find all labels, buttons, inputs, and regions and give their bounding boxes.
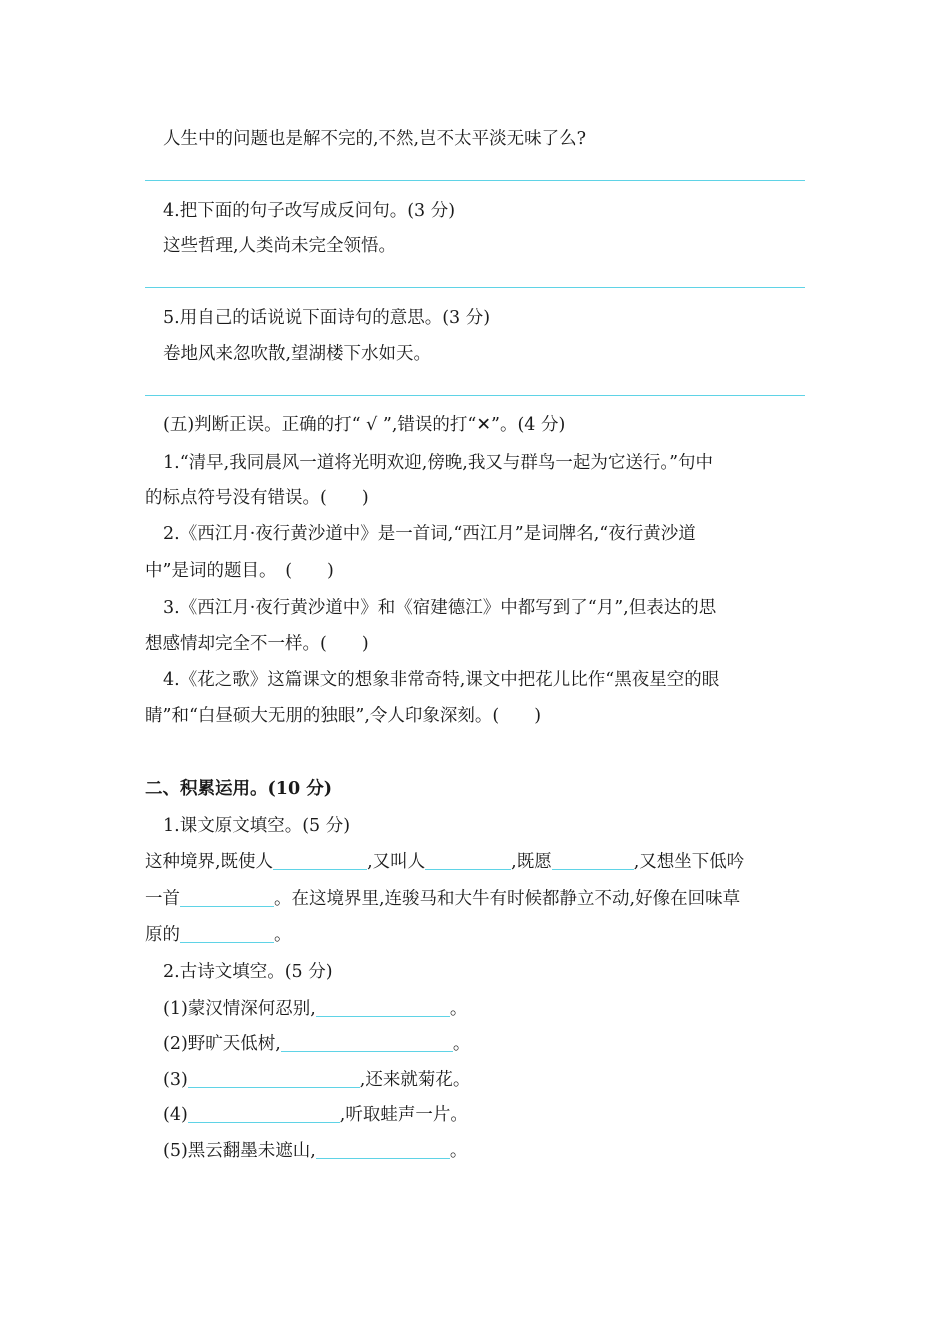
fill2-item-3 xyxy=(163,1068,470,1092)
answer-line[interactable] xyxy=(145,395,805,396)
judge-title: (五)判断正误。正确的打“ √ ”,错误的打“✕”。(4 分) xyxy=(163,415,566,435)
blank-field[interactable] xyxy=(552,851,634,870)
fill1-line1 xyxy=(145,850,744,874)
fill1-text: 一首 xyxy=(145,889,180,909)
section-heading: 二、积累运用。(10 分) xyxy=(145,779,333,799)
judge-item-3-line1: 3.《西江月·夜行黄沙道中》和《宿建德江》中都写到了“月”,但表达的思 xyxy=(163,598,717,618)
fill1-text: ,又叫人 xyxy=(367,852,426,872)
judge-item-4-line1: 4.《花之歌》这篇课文的想象非常奇特,课文中把花儿比作“黑夜星空的眼 xyxy=(163,670,720,690)
judge-item-2-line2: 中”是词的题目。 ( ) xyxy=(145,561,334,581)
q3-tail-text: 人生中的问题也是解不完的,不然,岂不太平淡无味了么? xyxy=(163,129,587,149)
poem-punct: 。 xyxy=(449,1141,468,1161)
fill2-item-4 xyxy=(163,1103,468,1127)
blank-field[interactable] xyxy=(180,888,274,907)
judge-item-4-line2: 睛”和“白昼硕大无朋的独眼”,令人印象深刻。( ) xyxy=(145,706,542,726)
fill1-line3 xyxy=(145,923,292,947)
blank-field[interactable] xyxy=(316,1140,450,1159)
fill1-text: 这种境界,既使人 xyxy=(145,852,274,872)
judge-item-1-line1: 1.“清早,我同晨风一道将光明欢迎,傍晚,我又与群鸟一起为它送行。”句中 xyxy=(163,453,714,473)
q5-sentence: 卷地风来忽吹散,望湖楼下水如天。 xyxy=(163,344,432,364)
answer-line[interactable] xyxy=(145,287,805,288)
poem-punct: 。 xyxy=(449,999,468,1019)
fill1-text: ,又想坐下低吟 xyxy=(633,852,745,872)
fill1-text: ,既愿 xyxy=(511,852,552,872)
poem-punct: 。 xyxy=(452,1034,471,1054)
q4-title: 4.把下面的句子改写成反问句。(3 分) xyxy=(163,201,456,221)
blank-field[interactable] xyxy=(316,998,450,1017)
fill1-title: 1.课文原文填空。(5 分) xyxy=(163,816,351,836)
poem-punct: ,听取蛙声一片。 xyxy=(339,1105,468,1125)
poem-prompt: (5)黑云翻墨未遮山, xyxy=(163,1141,316,1161)
fill2-item-1 xyxy=(163,997,467,1021)
judge-item-3-line2: 想感情却完全不一样。( ) xyxy=(145,634,369,654)
fill1-text: 原的 xyxy=(145,925,180,945)
poem-prompt: (1)蒙汉情深何忍别, xyxy=(163,999,316,1019)
answer-line[interactable] xyxy=(145,180,805,181)
fill1-text: 。 xyxy=(274,925,292,945)
blank-field[interactable] xyxy=(188,1104,340,1123)
fill2-title: 2.古诗文填空。(5 分) xyxy=(163,962,333,982)
fill2-item-2 xyxy=(163,1032,470,1056)
poem-prompt: (2)野旷天低树, xyxy=(163,1034,281,1054)
blank-field[interactable] xyxy=(425,851,511,870)
fill1-text: 。在这境界里,连骏马和大牛有时候都静立不动,好像在回味草 xyxy=(274,889,741,909)
judge-item-2-line1: 2.《西江月·夜行黄沙道中》是一首词,“西江月”是词牌名,“夜行黄沙道 xyxy=(163,524,696,544)
fill2-item-5 xyxy=(163,1139,467,1163)
q4-sentence: 这些哲理,人类尚未完全领悟。 xyxy=(163,236,397,256)
blank-field[interactable] xyxy=(281,1033,453,1052)
blank-field[interactable] xyxy=(180,924,274,943)
fill1-line2 xyxy=(145,887,740,911)
poem-prompt: (4) xyxy=(163,1105,188,1125)
blank-field[interactable] xyxy=(273,851,367,870)
blank-field[interactable] xyxy=(188,1069,360,1088)
q5-title: 5.用自己的话说说下面诗句的意思。(3 分) xyxy=(163,308,491,328)
judge-item-1-line2: 的标点符号没有错误。( ) xyxy=(145,488,369,508)
poem-prompt: (3) xyxy=(163,1070,188,1090)
poem-punct: ,还来就菊花。 xyxy=(359,1070,471,1090)
